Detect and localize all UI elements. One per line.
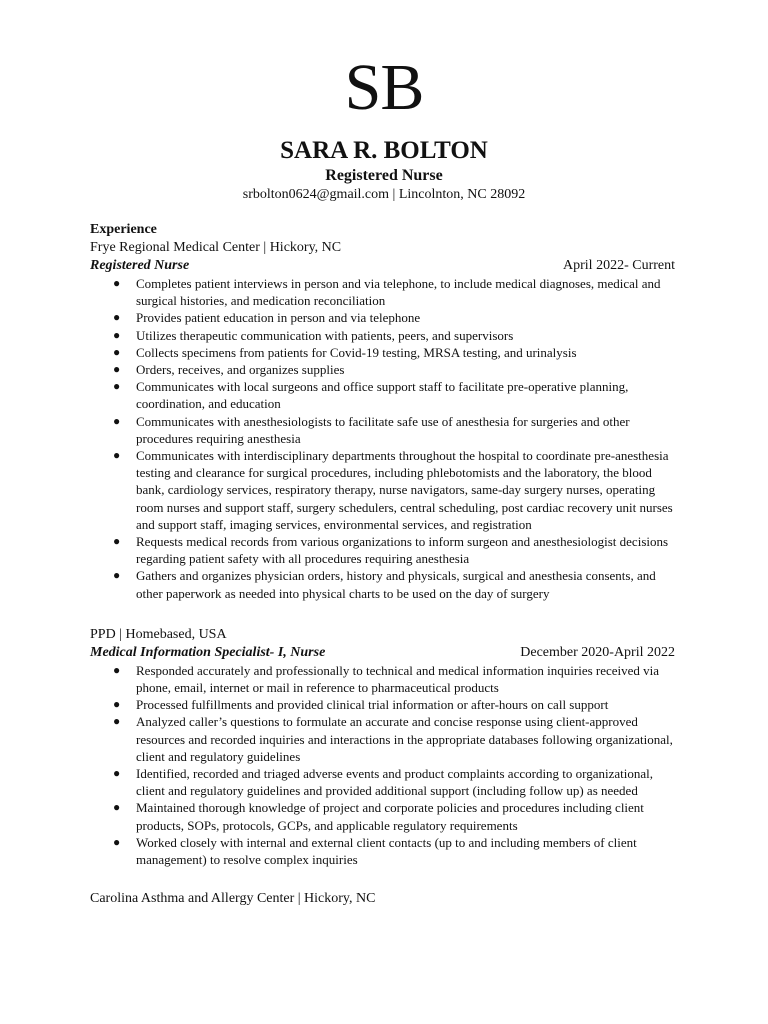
bullet-text: Orders, receives, and organizes supplies [136,362,345,378]
role-dates: December 2020-April 2022 [520,644,675,660]
list-item [90,834,675,868]
list-item [90,361,675,378]
bullet-icon: ● [113,327,121,342]
list-item [90,713,675,765]
experience-section [90,221,675,908]
bullet-icon: ● [113,448,121,463]
list-item [90,275,675,309]
list-item [90,799,675,833]
role-line [90,257,675,275]
employer-line: Carolina Asthma and Allergy Center | Hickory, NC [90,891,376,907]
bullet-text: Responded accurately and professionally to technical and medical information inquiries received via phone, email, internet or mail in reference to pharmaceutical products [136,662,660,696]
employer-line: PPD | Homebased, USA [90,626,227,642]
bullet-icon: ● [113,662,121,677]
spacer [90,868,675,890]
list-item [90,533,675,567]
bullet-text: Worked closely with internal and external client contacts (up to and including members of client management) to resolve complex inquiries [136,834,637,868]
bullet-icon: ● [113,344,121,359]
bullet-text: Requests medical records from various organizations to inform surgeon and anesthesiologist decisions regarding patient safety with all procedures requiring anesthesia [136,534,669,567]
bullet-icon: ● [113,697,121,712]
role-dates: April 2022- Current [563,258,675,273]
bullet-text: Completes patient interviews in person and via telephone, to include medical diagnoses, medical and surgical histories, and medication reconciliation [136,276,661,309]
list-item [90,662,675,696]
list-item [90,765,675,799]
role-title: Registered Nurse [90,258,190,273]
list-item [90,696,675,713]
list-item [90,344,675,361]
bullet-text: Analyzed caller’s questions to formulate an accurate and concise response using client-approved resources and recorded inquiries and interactions in the appropriate databases following organizational, client and regulatory guidelines [136,714,673,764]
bullet-text: Maintained thorough knowledge of project and corporate policies and procedures including client products, SOPs, protocols, GCPs, and applicable regulatory requirements [136,800,644,833]
bullet-text: Communicates with local surgeons and office support staff to facilitate pre-operative planning, coordination, and education [136,379,629,412]
bullet-icon: ● [113,534,121,549]
bullet-icon: ● [113,800,121,815]
bullet-text: Identified, recorded and triaged adverse events and product complaints according to organizational, client and regulatory guidelines and provided additional support (including follow up) as needed [136,766,654,799]
bullet-icon: ● [113,413,121,428]
job-title: Registered Nurse [325,167,443,184]
list-item [90,327,675,344]
bullet-text: Communicates with anesthesiologists to facilitate safe use of anesthesia for surgeries and other procedures requiring anesthesia [136,413,630,446]
bullet-icon: ● [113,310,121,325]
list-item [90,413,675,447]
role-line [90,644,675,662]
bullet-icon: ● [113,379,121,394]
bullet-icon: ● [113,362,121,377]
bullet-text: Communicates with interdisciplinary departments throughout the hospital to coordinate pre-anesthesia testing and clearance for surgical procedures, including phlebotomists and the laboratory, the blood bank, cardiology services, respiratory therapy, nurse navigators, same-day surgery nurses, operating room nurses and support staff, surgery schedulers, central scheduling, post cardiac recovery unit nurses and support staff, imaging services, environmental services, and registration [136,448,673,532]
bullet-text: Processed fulfillments and provided clinical trial information or after-hours on call support [136,697,609,713]
list-item [90,447,675,533]
bullet-icon: ● [113,568,121,583]
bullet-text: Provides patient education in person and via telephone [136,310,421,326]
bullet-text: Utilizes therapeutic communication with patients, peers, and supervisors [136,327,514,343]
list-item [90,309,675,326]
duties-list [90,662,675,868]
bullet-icon: ● [113,766,121,781]
role-title: Medical Information Specialist- I, Nurse [90,644,326,660]
bullet-text: Collects specimens from patients for Covid-19 testing, MRSA testing, and urinalysis [136,344,577,360]
list-item [90,567,675,601]
bullet-icon: ● [113,834,121,849]
monogram: SB [344,51,424,124]
duties-list [90,275,675,602]
candidate-name: SARA R. BOLTON [280,137,488,164]
bullet-icon: ● [113,714,121,729]
employer-line: Frye Regional Medical Center | Hickory, NC [90,240,342,255]
spacer [90,602,675,626]
section-heading-experience: Experience [90,222,157,237]
bullet-text: Gathers and organizes physician orders, history and physicals, surgical and anesthesia consents, and other paperwork as needed into physical charts to be used on the day of surgery [136,568,656,601]
list-item [90,378,675,412]
bullet-icon: ● [113,276,121,290]
contact-line: srbolton0624@gmail.com | Lincolnton, NC 28092 [242,187,526,202]
